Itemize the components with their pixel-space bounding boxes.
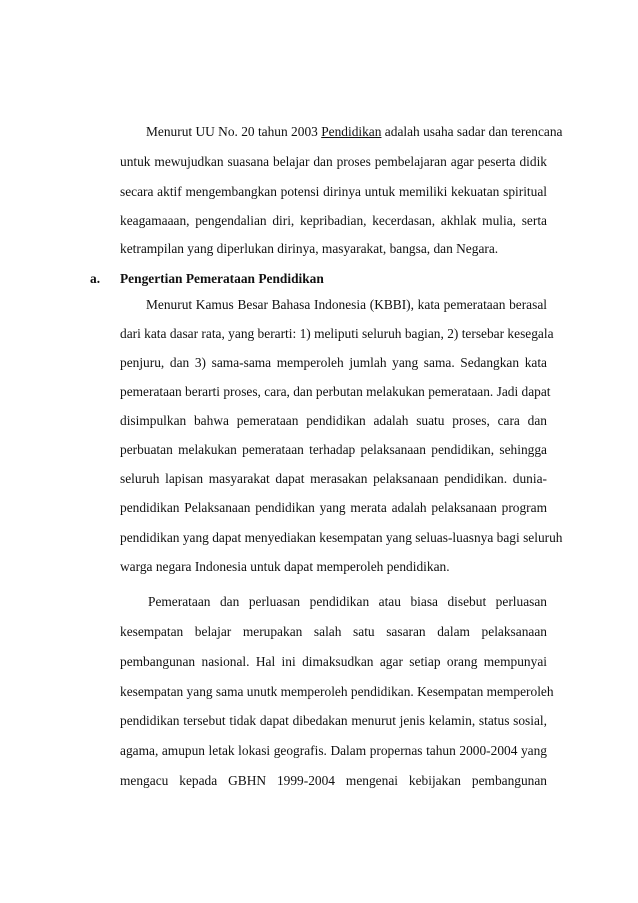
- paragraph-3-line: agama, amupun letak lokasi geografis. Dalam propernas tahun 2000-2004 yang: [120, 743, 547, 758]
- paragraph-2-line: Menurut Kamus Besar Bahasa Indonesia (KBBI), kata pemerataan berasal: [146, 297, 547, 312]
- paragraph-1-line-1: [146, 124, 563, 140]
- paragraph-2-line: perbuatan melakukan pemerataan terhadap pelaksanaan pendidikan, sehingga: [120, 442, 547, 457]
- paragraph-1-line-5: ketrampilan yang diperlukan dirinya, masyarakat, bangsa, dan Negara.: [120, 241, 499, 256]
- paragraph-2-line: disimpulkan bahwa pemerataan pendidikan adalah suatu proses, cara dan: [120, 413, 547, 428]
- paragraph-3-line: pendidikan tersebut tidak dapat dibedakan menurut jenis kelamin, status sosial,: [120, 713, 547, 728]
- paragraph-2-line: warga negara Indonesia untuk dapat memperoleh pendidikan.: [120, 559, 450, 574]
- paragraph-3-line: pembangunan nasional. Hal ini dimaksudkan agar setiap orang mempunyai: [120, 654, 547, 669]
- paragraph-2-line: pendidikan Pelaksanaan pendidikan yang merata adalah pelaksanaan program: [120, 500, 547, 515]
- paragraph-2-line: pemerataan berarti proses, cara, dan perbutan melakukan pemerataan. Jadi dapat: [120, 384, 551, 399]
- paragraph-2-line: pendidikan yang dapat menyediakan kesempatan yang seluas-luasnya bagi seluruh: [120, 530, 563, 545]
- section-marker: a.: [90, 271, 101, 286]
- paragraph-3-line: kesempatan yang sama unutk memperoleh pendidikan. Kesempatan memperoleh: [120, 684, 554, 699]
- paragraph-1-line-2: untuk mewujudkan suasana belajar dan proses pembelajaran agar peserta didik: [120, 154, 547, 169]
- paragraph-1-line-4: keagamaaan, pengendalian diri, kepribadian, kecerdasan, akhlak mulia, serta: [120, 213, 547, 228]
- paragraph-3-line: mengacu kepada GBHN 1999-2004 mengenai kebijakan pembangunan: [120, 773, 547, 788]
- section-heading: Pengertian Pemerataan Pendidikan: [120, 271, 324, 286]
- text-span: Menurut UU No. 20 tahun 2003: [146, 124, 322, 139]
- paragraph-1-line-3: secara aktif mengembangkan potensi dirinya untuk memiliki kekuatan spiritual: [120, 184, 547, 199]
- text-span: adalah usaha sadar dan terencana: [381, 124, 563, 139]
- pendidikan-link[interactable]: Pendidikan: [321, 124, 382, 139]
- paragraph-3-line: kesempatan belajar merupakan salah satu sasaran dalam pelaksanaan: [120, 624, 547, 639]
- paragraph-2-line: penjuru, dan 3) sama-sama memperoleh jumlah yang sama. Sedangkan kata: [120, 355, 547, 370]
- paragraph-3-line: Pemerataan dan perluasan pendidikan atau biasa disebut perluasan: [148, 594, 547, 609]
- paragraph-2-line: dari kata dasar rata, yang berarti: 1) meliputi seluruh bagian, 2) tersebar kesegala: [120, 326, 554, 341]
- paragraph-2-line: seluruh lapisan masyarakat dapat merasakan pelaksanaan pendidikan. dunia-: [120, 471, 547, 486]
